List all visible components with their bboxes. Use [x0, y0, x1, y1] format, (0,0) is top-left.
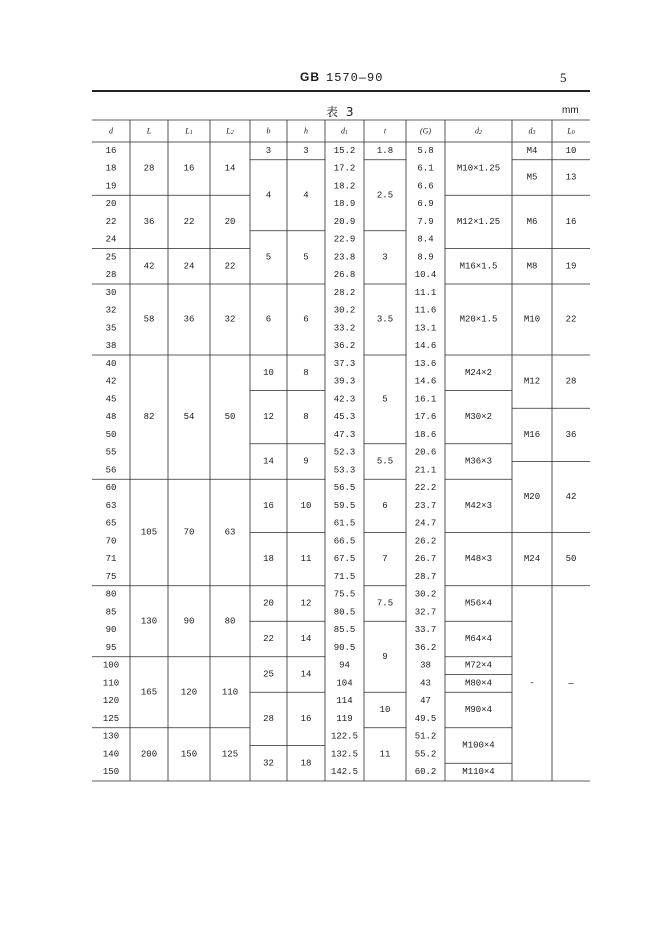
L0-value: 50 [565, 554, 577, 565]
h-value: 3 [303, 145, 309, 156]
d-value: 22 [105, 216, 117, 227]
d1-value: 119 [336, 713, 353, 724]
page-number: 5 [560, 70, 567, 85]
g-value: 20.6 [414, 447, 437, 458]
d-value: 70 [105, 536, 117, 547]
d1-value: 66.5 [333, 536, 356, 547]
g-value: 43 [420, 678, 431, 689]
L2-value: 20 [224, 216, 236, 227]
d-value: 71 [105, 554, 117, 565]
h-value: 4 [303, 190, 309, 201]
d-value: 30 [105, 287, 117, 298]
g-value: 8.4 [417, 234, 434, 245]
L1-value: 16 [183, 163, 195, 174]
d1-value: 18.9 [333, 199, 356, 210]
L2-value: 50 [224, 412, 236, 423]
t-value: 5 [382, 394, 388, 405]
h-value: 12 [300, 598, 312, 609]
d2-value: M36×3 [464, 456, 493, 467]
d1-value: 36.2 [333, 341, 356, 352]
g-value: 26.7 [414, 554, 437, 565]
d2-value: M90×4 [464, 705, 493, 715]
column-header: b [266, 126, 271, 136]
b-value: 6 [265, 314, 272, 325]
d1-value: 39.3 [333, 376, 356, 387]
d2-value: M56×4 [464, 598, 493, 609]
t-value: 1.8 [376, 145, 394, 156]
g-value: 47 [420, 696, 431, 707]
column-header: h [304, 126, 308, 136]
d3-value: M24 [523, 554, 541, 565]
g-value: 13.1 [414, 323, 437, 334]
standard-code: 1570—90 [326, 71, 384, 85]
g-value: 6.1 [417, 163, 434, 174]
d2-value: M20×1.5 [459, 314, 498, 325]
d2-value: M110×4 [462, 767, 495, 778]
column-header: $d_3$ [528, 126, 536, 136]
d1-value: 67.5 [333, 554, 356, 565]
g-value: 51.2 [414, 731, 437, 742]
g-value: 14.6 [414, 376, 437, 387]
L1-value: 24 [183, 261, 195, 272]
d1-value: 15.2 [333, 145, 356, 156]
column-header: $d_2$ [475, 126, 482, 136]
g-value: 16.1 [414, 394, 437, 405]
b-value: 28 [263, 713, 274, 724]
d2-value: M72×4 [464, 660, 493, 671]
g-value: 6.6 [417, 181, 434, 192]
h-value: 10 [300, 500, 312, 511]
L1-value: 150 [180, 749, 198, 760]
d2-value: M10×1.25 [456, 163, 501, 174]
b-value: 12 [263, 412, 274, 423]
d-value: 130 [102, 731, 120, 742]
g-value: 60.2 [414, 767, 437, 778]
d3-value: M8 [526, 261, 538, 272]
d-value: 20 [105, 199, 117, 210]
d-value: 150 [102, 767, 120, 778]
g-value: 36.2 [414, 642, 437, 653]
d3-value: M16 [523, 429, 541, 440]
d1-value: 45.3 [333, 412, 356, 423]
L2-value: 80 [224, 616, 236, 627]
L-value: 58 [143, 314, 155, 325]
d-value: 90 [105, 625, 117, 636]
L1-value: 120 [180, 687, 198, 698]
d1-value: 23.8 [333, 252, 356, 263]
g-value: 38 [420, 660, 431, 671]
g-value: 18.6 [414, 429, 437, 440]
h-value: 5 [303, 252, 309, 263]
g-value: 26.2 [414, 536, 437, 547]
t-value: 7 [382, 554, 388, 565]
b-value: 4 [265, 190, 272, 201]
d1-value: 104 [336, 678, 353, 689]
L0-value: 13 [565, 172, 577, 183]
b-value: 20 [263, 598, 274, 609]
L2-value: 14 [224, 163, 236, 174]
t-value: 9 [382, 651, 388, 662]
t-value: 6 [382, 500, 388, 511]
L-value: 200 [140, 749, 158, 760]
d1-value: 90.5 [333, 642, 356, 653]
t-value: 5.5 [376, 456, 394, 467]
L1-value: 54 [183, 412, 195, 423]
g-value: 22.2 [414, 483, 437, 494]
h-value: 8 [303, 367, 309, 378]
g-value: 13.6 [414, 358, 437, 369]
g-value: 30.2 [414, 589, 437, 600]
L0-value: 36 [565, 429, 577, 440]
d3-value: M10 [523, 314, 541, 325]
d3-value: M4 [526, 145, 538, 156]
L-value: 28 [143, 163, 155, 174]
d1-value: 30.2 [333, 305, 356, 316]
d-value: 35 [105, 323, 117, 334]
d2-value: M30×2 [464, 412, 493, 423]
d1-value: 47.3 [333, 429, 356, 440]
d-value: 45 [105, 394, 117, 405]
d-value: 95 [105, 642, 117, 653]
h-value: 14 [300, 634, 312, 644]
d-value: 75 [105, 571, 117, 582]
d3-value: M12 [523, 376, 541, 387]
d-value: 25 [105, 252, 117, 263]
L2-value: 32 [224, 314, 236, 325]
d-value: 60 [105, 483, 117, 494]
g-value: 11.1 [414, 287, 437, 298]
d2-value: M100×4 [462, 740, 495, 751]
d-value: 18 [105, 163, 117, 174]
L0-value: 10 [565, 145, 577, 156]
g-value: 11.6 [414, 305, 437, 316]
d1-value: 59.5 [333, 500, 356, 511]
t-value: 3.5 [376, 314, 394, 325]
d1-value: 18.2 [333, 181, 356, 192]
L-value: 105 [140, 527, 158, 538]
standard-prefix: GB [300, 70, 320, 84]
d2-value: M80×4 [464, 678, 493, 689]
d-value: 19 [105, 181, 117, 192]
b-value: 18 [263, 554, 274, 565]
L0-value: — [568, 678, 574, 689]
t-value: 10 [379, 705, 391, 715]
d-value: 40 [105, 358, 117, 369]
d1-value: 122.5 [330, 731, 359, 742]
column-header: $L_2$ [226, 126, 234, 136]
d2-value: M42×3 [464, 500, 493, 511]
L-value: 82 [143, 412, 155, 423]
d-value: 85 [105, 607, 117, 618]
d1-value: 42.3 [333, 394, 356, 405]
g-value: 14.6 [414, 341, 437, 352]
h-value: 6 [303, 314, 309, 325]
d1-value: 53.3 [333, 465, 356, 476]
d1-value: 28.2 [333, 287, 356, 298]
d1-value: 26.8 [333, 270, 356, 281]
g-value: 33.7 [414, 625, 437, 636]
d1-value: 75.5 [333, 589, 356, 600]
d1-value: 114 [336, 696, 353, 707]
d1-value: 17.2 [333, 163, 356, 174]
d3-value: M6 [526, 216, 538, 227]
L1-value: 22 [183, 216, 195, 227]
L2-value: 22 [224, 261, 236, 272]
L1-value: 70 [183, 527, 195, 538]
d3-value: M20 [523, 492, 541, 502]
h-value: 16 [300, 713, 312, 724]
d1-value: 80.5 [333, 607, 356, 618]
d2-value: M48×3 [464, 554, 493, 565]
d-value: 65 [105, 518, 117, 529]
d-value: 140 [102, 749, 120, 760]
d1-value: 33.2 [333, 323, 356, 334]
d1-value: 56.5 [333, 483, 356, 494]
column-header: $L_1$ [185, 126, 193, 136]
d2-value: M64×4 [464, 634, 493, 644]
g-value: 8.9 [417, 252, 434, 263]
d1-value: 52.3 [333, 447, 356, 458]
t-value: 2.5 [376, 190, 394, 201]
L1-value: 36 [183, 314, 195, 325]
L1-value: 90 [183, 616, 195, 627]
column-header: (G) [419, 126, 432, 136]
L2-value: 125 [221, 749, 239, 760]
L-value: 165 [140, 687, 158, 698]
column-header: $d_1$ [341, 126, 348, 136]
g-value: 21.1 [414, 465, 437, 476]
d2-value: M16×1.5 [459, 261, 498, 272]
d-value: 80 [105, 589, 117, 600]
L0-value: 19 [565, 261, 577, 272]
d-value: 32 [105, 305, 117, 316]
d-value: 63 [105, 500, 117, 511]
d-value: 125 [102, 713, 120, 724]
d-value: 55 [105, 447, 117, 458]
b-value: 16 [263, 500, 274, 511]
g-value: 7.9 [417, 216, 434, 227]
L2-value: 63 [224, 527, 236, 538]
d1-value: 132.5 [330, 749, 359, 760]
d-value: 24 [105, 234, 117, 245]
column-header: $L_0$ [567, 126, 575, 136]
g-value: 28.7 [414, 571, 437, 582]
d-value: 48 [105, 412, 117, 423]
b-value: 3 [265, 145, 272, 156]
d-value: 100 [102, 660, 120, 671]
d1-value: 61.5 [333, 518, 356, 529]
t-value: 11 [379, 749, 391, 760]
table-unit: mm [562, 105, 579, 116]
d2-value: M12×1.25 [456, 216, 501, 227]
g-value: 23.7 [414, 500, 437, 511]
d2-value: M24×2 [464, 367, 493, 378]
table-title: 表 3 [326, 105, 356, 119]
d1-value: 37.3 [333, 358, 356, 369]
g-value: 6.9 [417, 199, 434, 210]
g-value: 55.2 [414, 749, 437, 760]
g-value: 49.5 [414, 713, 437, 724]
t-value: 7.5 [376, 598, 394, 609]
g-value: 32.7 [414, 607, 437, 618]
d-value: 110 [102, 678, 120, 689]
b-value: 14 [263, 456, 274, 467]
g-value: 24.7 [414, 518, 437, 529]
h-value: 11 [300, 554, 312, 565]
d-value: 56 [105, 465, 117, 476]
h-value: 8 [303, 412, 309, 423]
g-value: 17.6 [414, 412, 437, 423]
d1-value: 22.9 [333, 234, 356, 245]
d-value: 42 [105, 376, 117, 387]
d1-value: 85.5 [333, 625, 356, 636]
h-value: 14 [300, 669, 312, 680]
d3-value: M5 [526, 172, 538, 183]
d1-value: 94 [339, 660, 350, 671]
L0-value: 28 [565, 376, 577, 387]
L0-value: 42 [565, 492, 577, 502]
L2-value: 110 [221, 687, 239, 698]
b-value: 5 [265, 252, 272, 263]
h-value: 18 [300, 758, 312, 769]
d-value: 50 [105, 429, 117, 440]
column-header: t [383, 126, 387, 136]
d-value: 16 [105, 145, 117, 156]
L0-value: 16 [565, 216, 577, 227]
b-value: 22 [263, 634, 274, 644]
t-value: 3 [382, 252, 388, 263]
column-header: L [146, 126, 152, 136]
L0-value: 22 [565, 314, 577, 325]
b-value: 25 [263, 669, 274, 680]
L-value: 130 [140, 616, 158, 627]
d-value: 28 [105, 270, 117, 281]
d1-value: 20.9 [333, 216, 356, 227]
b-value: 32 [263, 758, 274, 769]
L-value: 42 [143, 261, 155, 272]
d3-value: - [529, 678, 535, 689]
d-value: 38 [105, 341, 117, 352]
d-value: 120 [102, 696, 120, 707]
b-value: 10 [263, 367, 274, 378]
d1-value: 142.5 [330, 767, 359, 778]
d1-value: 71.5 [333, 571, 356, 582]
g-value: 5.8 [417, 145, 434, 156]
g-value: 10.4 [414, 270, 437, 281]
h-value: 9 [303, 456, 309, 467]
L-value: 36 [143, 216, 155, 227]
column-header: d [109, 126, 113, 136]
